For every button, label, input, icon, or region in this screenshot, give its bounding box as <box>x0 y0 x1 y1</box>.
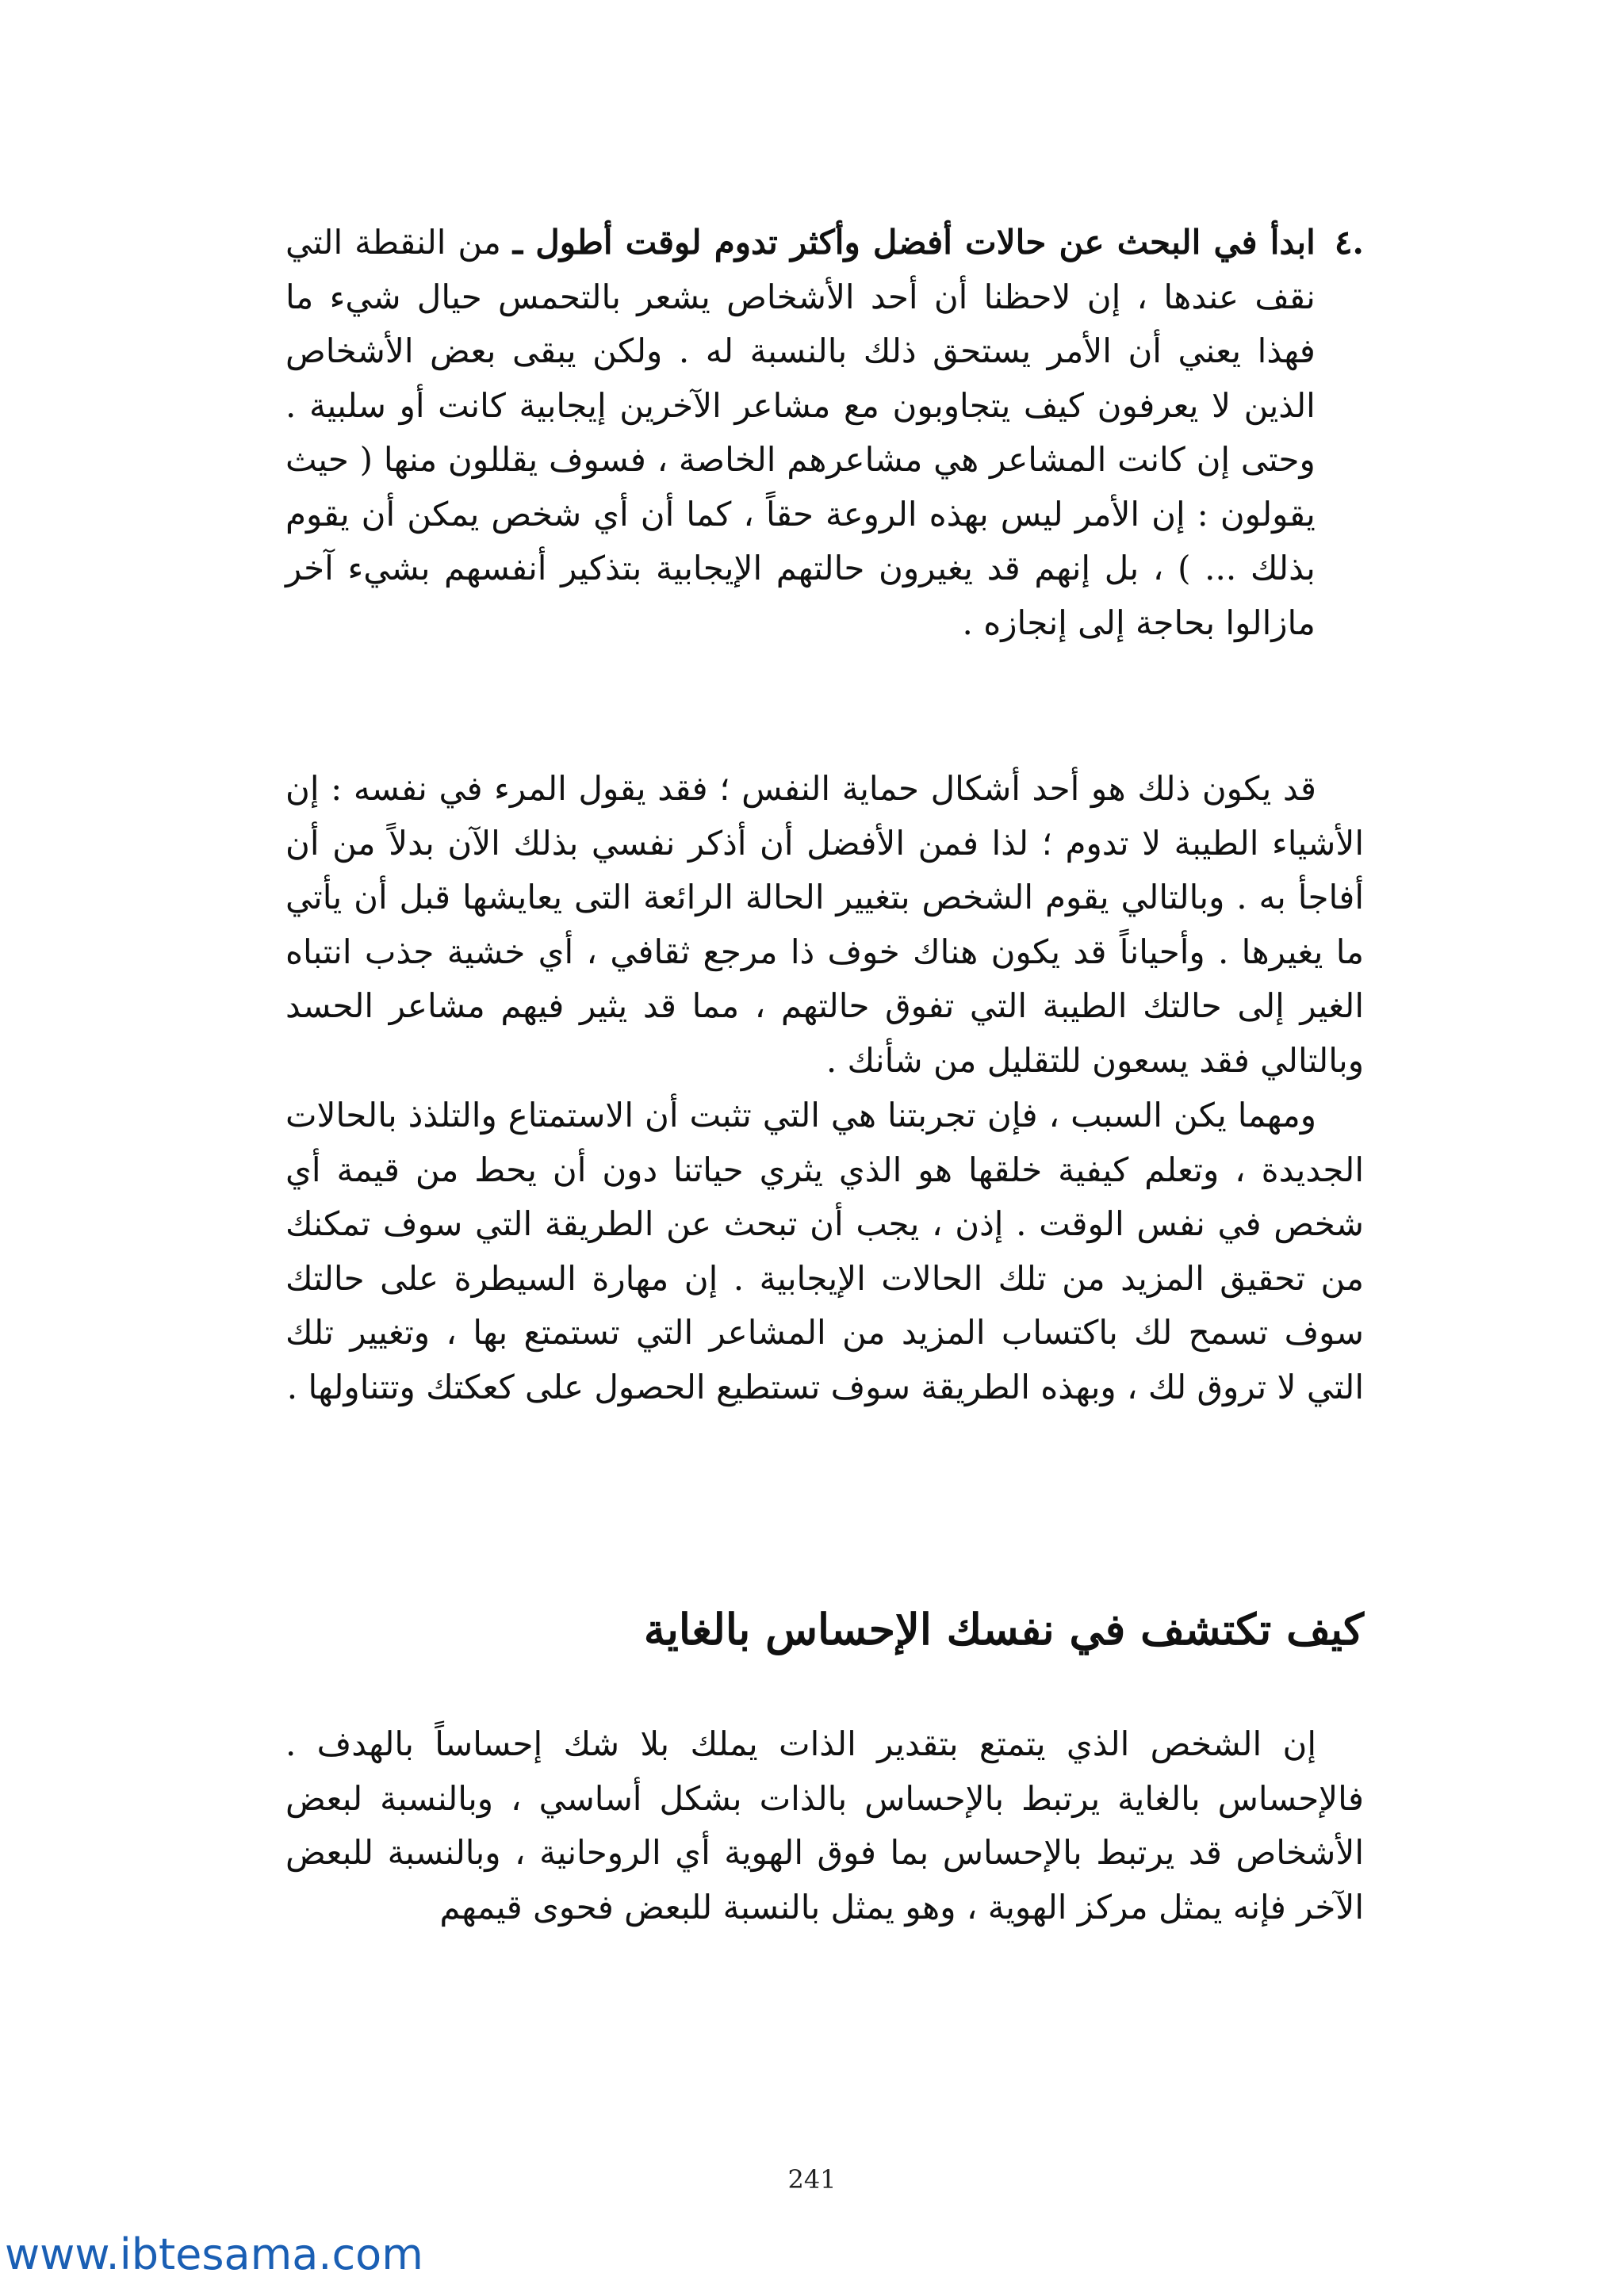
item-4-body <box>285 216 1316 650</box>
item-number: .٤ <box>1334 223 1364 262</box>
paragraph-self-protection: قد يكون ذلك هو أحد أشكال حماية النفس ؛ فقد يقول المرء في نفسه : إن الأشياء الطيبة لا تدوم ؛ لذا فمن الأفضل أن أذكر نفسي بذلك الآن بدلاً من أن أفاجأ به . وبالتالي يقوم الشخص بتغيير الحالة الرائعة التى يعايشها قبل أن يأتي ما يغيرها . وأحياناً قد يكون هناك خوف ذا مرجع ثقافي ، أي خشية جذب انتباه الغير إلى حالتك الطيبة التي تفوق حالتهم ، مما قد يثير فيهم مشاعر الحسد وبالتالي فقد يسعون للتقليل من شأنك . <box>285 769 1364 1080</box>
paragraph-sense-of-purpose: إن الشخص الذي يتمتع بتقدير الذات يملك بلا شك إحساساً بالهدف . فالإحساس بالغاية يرتبط بالإحساس بالذات بشكل أساسي ، وبالنسبة لبعض الأشخاص قد يرتبط بالإحساس بما فوق الهوية أي الروحانية ، وبالنسبة للبعض الآخر فإنه يمثل مركز الهوية ، وهو يمثل بالنسبة للبعض فحوى قيمهم <box>285 1724 1364 1927</box>
site-watermark: www.ibtesama.com <box>5 2229 423 2279</box>
paragraph-whatever-the-reason: ومهما يكن السبب ، فإن تجربتنا هي التي تثبت أن الاستمتاع والتلذذ بالحالات الجديدة ، وتعلم كيفية خلقها هو الذي يثري حياتنا دون أن يحط من قيمة أي شخص في نفس الوقت . إذن ، يجب أن تبحث عن الطريقة التي سوف تمكنك من تحقيق المزيد من تلك الحالات الإيجابية . إن مهارة السيطرة على حالتك سوف تسمح لك باكتساب المزيد من المشاعر التي تستمتع بها ، وتغيير تلك التي لا تروق لك ، وبهذه الطريقة سوف تستطيع الحصول على كعكتك وتتناولها . <box>285 1096 1364 1406</box>
numbered-item-4 <box>285 216 1364 650</box>
item-4-lead: ابدأ في البحث عن حالات أفضل وأكثر تدوم لوقت أطول ـ <box>512 223 1316 262</box>
section-heading: كيف تكتشف في نفسك الإحساس بالغاية <box>643 1604 1364 1655</box>
item-4-text: من النقطة التي نقف عندها ، إن لاحظنا أن أحد الأشخاص يشعر بالتحمس حيال شيء ما فهذا يعني أن الأمر يستحق ذلك بالنسبة له . ولكن يبقى بعض الأشخاص الذين لا يعرفون كيف يتجاوبون مع مشاعر الآخرين إيجابية كانت أو سلبية . وحتى إن كانت المشاعر هي مشاعرهم الخاصة ، فسوف يقللون منها ( حيث يقولون : إن الأمر ليس بهذه الروعة حقاً ، كما أن أي شخص يمكن أن يقوم بذلك ... ) ، بل إنهم قد يغيرون حالتهم الإيجابية بتذكير أنفسهم بشيء آخر مازالوا بحاجة إلى إنجازه . <box>285 223 1316 642</box>
page-number: 241 <box>787 2164 837 2195</box>
